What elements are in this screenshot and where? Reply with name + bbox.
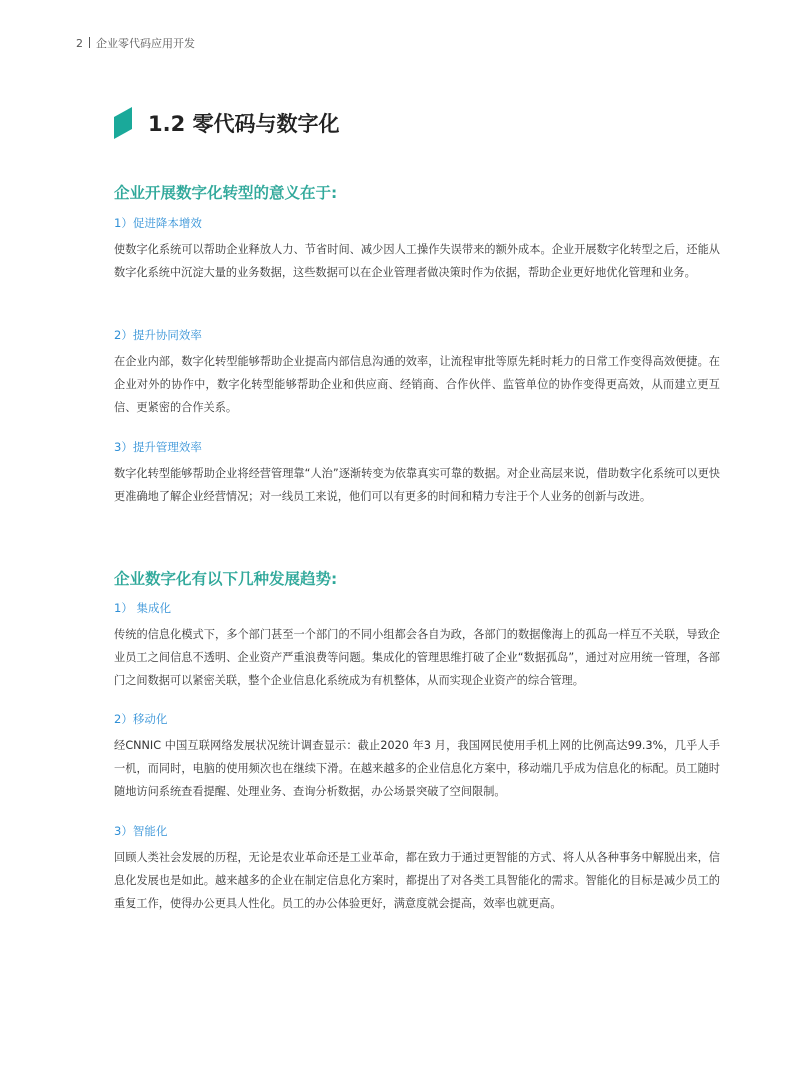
running-title: 企业零代码应用开发 <box>96 37 195 50</box>
running-header <box>76 36 195 52</box>
subheading-integration: 1） 集成化 <box>114 601 171 615</box>
chapter-heading <box>114 106 340 140</box>
header-divider <box>89 37 90 48</box>
chapter-title: 1.2 零代码与数字化 <box>148 112 340 136</box>
page-number: 2 <box>76 37 83 50</box>
paragraph-cost-efficiency: 使数字化系统可以帮助企业释放人力、节省时间、减少因人工操作失误带来的额外成本。企业开展数字化转型之后，还能从数字化系统中沉淀大量的业务数据，这些数据可以在企业管理者做决策时作为依据，帮助企业更好地优化管理和业务。 <box>114 243 720 279</box>
paragraph-mobile: 经CNNIC 中国互联网络发展状况统计调查显示：截止2020 年3 月，我国网民使用手机上网的比例高达99.3%，几乎人手一机，而同时，电脑的使用频次也在继续下滑。在越来越多的企业信息化方案中，移动端几乎成为信息化的标配。员工随时随地访问系统查看提醒、处理业务、查询分析数据，办公场景突破了空间限制。 <box>114 739 720 798</box>
paragraph-collaboration: 在企业内部，数字化转型能够帮助企业提高内部信息沟通的效率，让流程审批等原先耗时耗力的日常工作变得高效便捷。在企业对外的协作中，数字化转型能够帮助企业和供应商、经销商、合作伙伴、监管单位的协作变得更高效，从而建立更互信、更紧密的合作关系。 <box>114 355 720 414</box>
chapter-marker-icon <box>114 107 132 139</box>
subheading-cost-efficiency: 1）促进降本增效 <box>114 216 202 230</box>
section-heading-trends: 企业数字化有以下几种发展趋势: <box>114 570 338 588</box>
subheading-mobile: 2）移动化 <box>114 712 168 726</box>
paragraph-management: 数字化转型能够帮助企业将经营管理靠“人治”逐渐转变为依靠真实可靠的数据。对企业高层来说，借助数字化系统可以更快更准确地了解企业经营情况；对一线员工来说，他们可以有更多的时间和精力专注于个人业务的创新与改进。 <box>114 467 720 503</box>
subheading-management: 3）提升管理效率 <box>114 440 202 454</box>
subheading-intelligence: 3）智能化 <box>114 824 168 838</box>
paragraph-intelligence: 回顾人类社会发展的历程，无论是农业革命还是工业革命，都在致力于通过更智能的方式、将人从各种事务中解脱出来，信息化发展也是如此。越来越多的企业在制定信息化方案时，都提出了对各类工具智能化的需求。智能化的目标是减少员工的重复工作，使得办公更具人性化。员工的办公体验更好，满意度就会提高，效率也就更高。 <box>114 851 720 910</box>
paragraph-integration: 传统的信息化模式下，多个部门甚至一个部门的不同小组都会各自为政，各部门的数据像海上的孤岛一样互不关联，导致企业员工之间信息不透明、企业资产严重浪费等问题。集成化的管理思维打破了企业“数据孤岛”，通过对应用统一管理，各部门之间数据可以紧密关联，整个企业信息化系统成为有机整体，从而实现企业资产的综合管理。 <box>114 628 720 687</box>
subheading-collaboration: 2）提升协同效率 <box>114 328 202 342</box>
section-heading-significance: 企业开展数字化转型的意义在于: <box>114 184 338 202</box>
